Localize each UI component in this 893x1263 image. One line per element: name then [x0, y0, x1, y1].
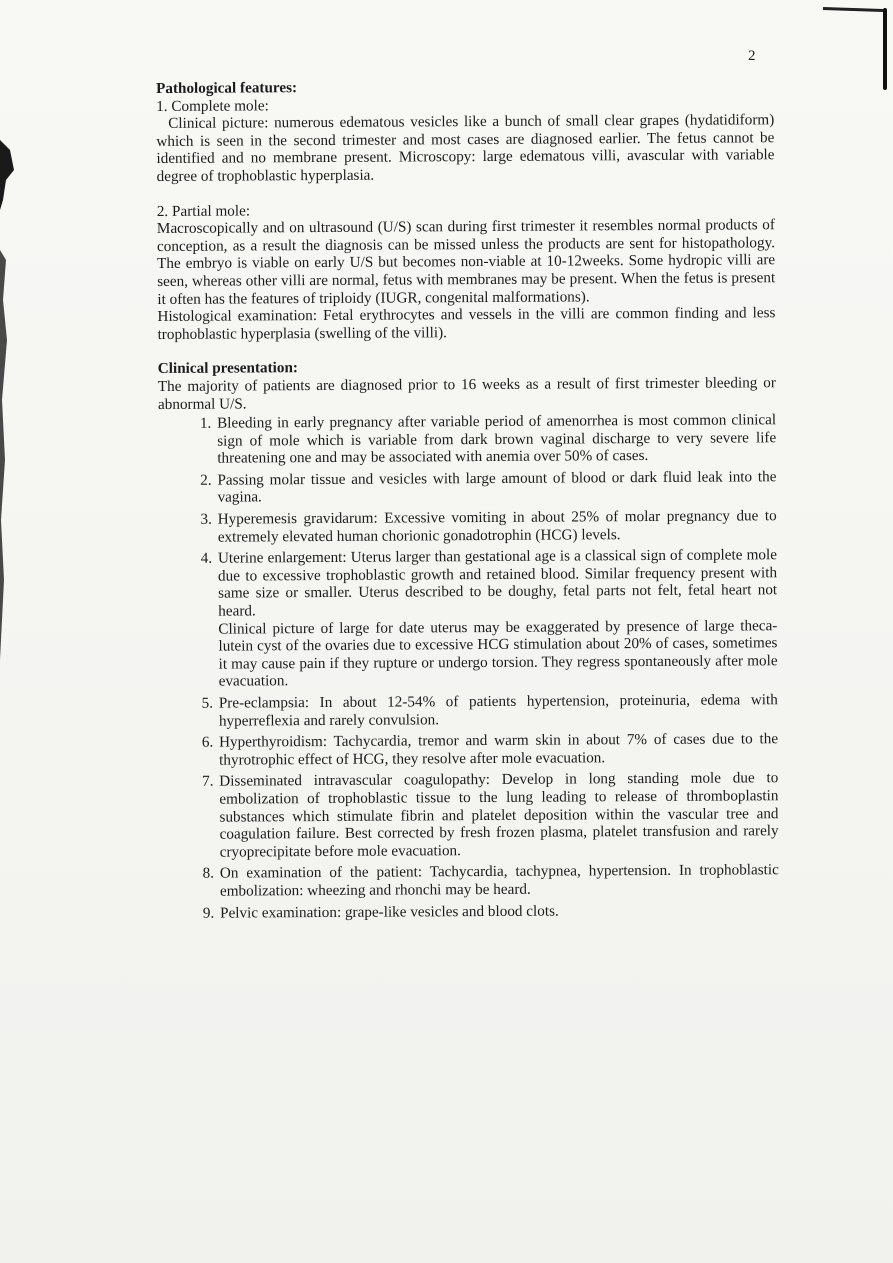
- list-item: 1. Bleeding in early pregnancy after variable period of amenorrhea is most common clinical sign of mole which is variable from dark brown vaginal discharge to very severe life threatening one and may be associated with anemia over 50% of cases.: [215, 411, 776, 467]
- list-item: 3. Hyperemesis gravidarum: Excessive vomiting in about 25% of molar pregnancy due to extremely elevated human chorionic gonadotrophin (HCG) levels.: [216, 507, 777, 546]
- clinical-intro: The majority of patients are diagnosed prior to 16 weeks as a result of first trimester bleeding or abnormal U/S.: [157, 374, 776, 413]
- clinical-list: [158, 411, 779, 922]
- scan-edge-artifact: [0, 140, 16, 660]
- section-heading-clinical: Clinical presentation:: [157, 359, 299, 378]
- document-body: [156, 76, 779, 926]
- list-item: 4. Uterine enlargement: Uterus larger than gestational age is a classical sign of complete mole due to excessive trophoblastic growth and retained blood. Similar frequency present with same size or smaller. Uterus described to be doughy, fetal parts not felt, fetal heart not heard. Clinical picture of large for date uterus may be exaggerated by presence of large theca-lutein cyst of the ovaries due to excessive HCG stimulation about 20% of cases, sometimes it may cause pain if they rupture or undergo torsion. They regress spontaneously after mole evacuation.: [216, 546, 778, 690]
- list-item: 2. Passing molar tissue and vesicles with large amount of blood or dark fluid leak into the vagina.: [215, 468, 776, 507]
- list-item: 9. Pelvic examination: grape-like vesicles and blood clots.: [218, 901, 779, 922]
- section-heading-pathological: Pathological features:: [156, 79, 298, 97]
- list-item: 8. On examination of the patient: Tachycardia, tachypnea, hypertension. In trophoblastic embolization: wheezing and rhonchi may be heard.: [218, 862, 779, 901]
- partial-mole-paragraph: Macroscopically and on ultrasound (U/S) scan during first trimester it resembles normal products of conception, as a result the diagnosis can be missed unless the products are sent for histopathology. The embryo is viable on early U/S but becomes non-viable at 10-12weeks. Some hydropic villi are seen, whereas other villi are normal, fetus with membranes may be present. When the fetus is present it often has the features of triploidy (IUGR, congenital malformations).: [156, 216, 776, 308]
- page-number: 2: [748, 48, 756, 64]
- list-item: 6. Hyperthyroidism: Tachycardia, tremor and warm skin in about 7% of cases due to the thyrotrophic effect of HCG, they resolve after mole evacuation.: [217, 730, 778, 769]
- list-item: 7. Disseminated intravascular coagulopathy: Develop in long standing mole due to embolization of trophoblastic tissue to the lung leading to release of thromboplastin substances which stimulate fibrin and platelet deposition within the vascular tree and coagulation failure. Best corrected by fresh frozen plasma, platelet transfusion and rarely cryoprecipitate before mole evacuation.: [217, 770, 779, 861]
- scan-edge-artifact-top: [823, 7, 883, 12]
- histology-paragraph: Histological examination: Fetal erythrocytes and vessels in the villi are common finding and less trophoblastic hyperplasia (swelling of the villi).: [157, 304, 776, 343]
- partial-mole-title: 2. Partial mole:: [156, 201, 251, 220]
- list-item: 5. Pre-eclampsia: In about 12-54% of patients hypertension, proteinuria, edema with hyperreflexia and rarely convulsion.: [217, 691, 778, 730]
- complete-mole-paragraph: Clinical picture: numerous edematous vesicles like a bunch of small clear grapes (hydatidiform) which is seen in the second trimester and most cases are diagnosed earlier. The fetus cannot be identified and no membrane present. Microscopy: large edematous villi, avascular with variable degree of trophoblastic hyperplasia.: [156, 111, 775, 185]
- list-item-continuation: Clinical picture of large for date uterus may be exaggerated by presence of large theca-lutein cyst of the ovaries due to excessive HCG stimulation about 20% of cases, sometimes it may cause pain if they rupture or undergo torsion. They regress spontaneously after mole evacuation.: [218, 616, 778, 691]
- scan-edge-artifact-right: [883, 8, 887, 90]
- complete-mole-title: 1. Complete mole:: [156, 96, 269, 115]
